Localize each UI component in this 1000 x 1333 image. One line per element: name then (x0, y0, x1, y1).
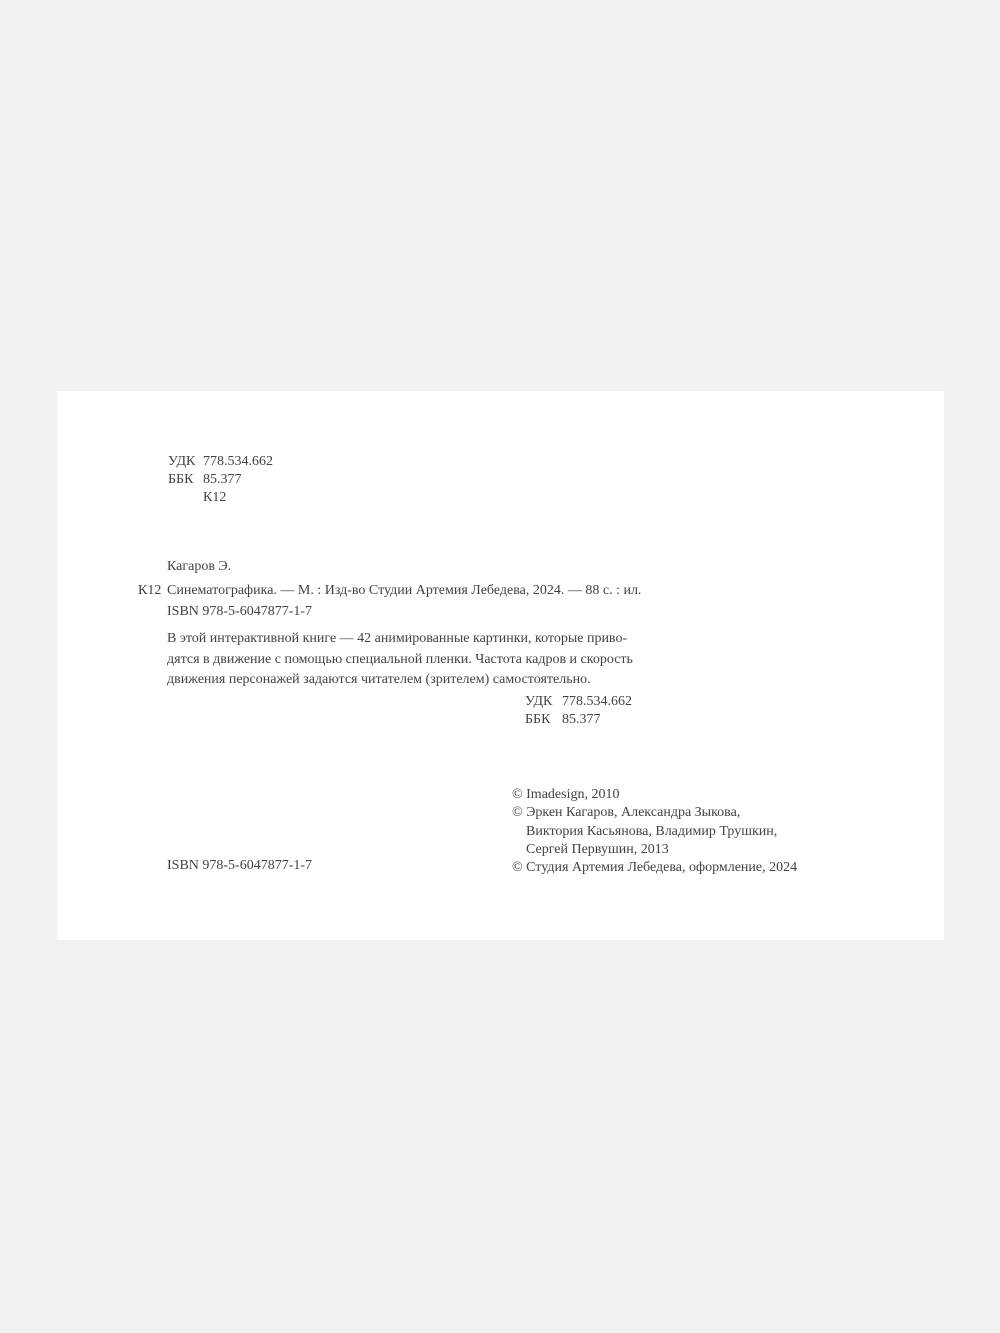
copyright-line: Виктория Касьянова, Владимир Трушкин, (526, 823, 778, 839)
catalog-entry-text: Синематографика. — М. : Изд-во Студии Артемия Лебедева, 2024. — 88 с. : ил. (167, 583, 642, 598)
author-mark: К12 (203, 490, 227, 505)
author-mark-spacer (168, 489, 203, 507)
copyright-line: Сергей Первушин, 2013 (526, 841, 669, 857)
copyright-line: © Эркен Кагаров, Александра Зыкова, (512, 805, 741, 821)
udc-label: УДК (168, 454, 196, 469)
author-mark-row (168, 489, 273, 507)
udc-value: 778.534.662 (203, 454, 273, 469)
book-imprint-page (57, 391, 944, 940)
copyright-block (512, 786, 797, 877)
udc-row (525, 693, 632, 711)
bbk-label: ББК (168, 472, 194, 487)
annotation-line: В этой интерактивной книге — 42 анимированные картинки, которые приво- (167, 631, 628, 646)
udc-row (168, 453, 273, 471)
udc-label: УДК (525, 694, 553, 709)
classification-codes-top (168, 453, 273, 507)
bbk-value: 85.377 (203, 472, 242, 487)
annotation-paragraph (167, 629, 633, 691)
bbk-label: ББК (525, 712, 551, 727)
catalog-entry-mark: К12 (138, 583, 162, 598)
bbk-row (525, 711, 632, 729)
classification-codes-bottom (525, 693, 632, 729)
isbn-bottom: ISBN 978-5-6047877-1-7 (167, 858, 313, 873)
udc-value: 778.534.662 (562, 694, 632, 709)
copyright-line: © Imadesign, 2010 (512, 787, 620, 802)
annotation-line: движения персонажей задаются читателем (зрителем) самостоятельно. (167, 672, 591, 687)
catalog-entry-row (138, 582, 641, 600)
isbn-entry: ISBN 978-5-6047877-1-7 (167, 604, 313, 619)
author-name: Кагаров Э. (167, 559, 232, 574)
copyright-line: © Студия Артемия Лебедева, оформление, 2024 (512, 860, 798, 876)
bbk-value: 85.377 (562, 712, 601, 727)
annotation-line: дятся в движение с помощью специальной пленки. Частота кадров и скорость (167, 651, 633, 667)
bbk-row (168, 471, 273, 489)
